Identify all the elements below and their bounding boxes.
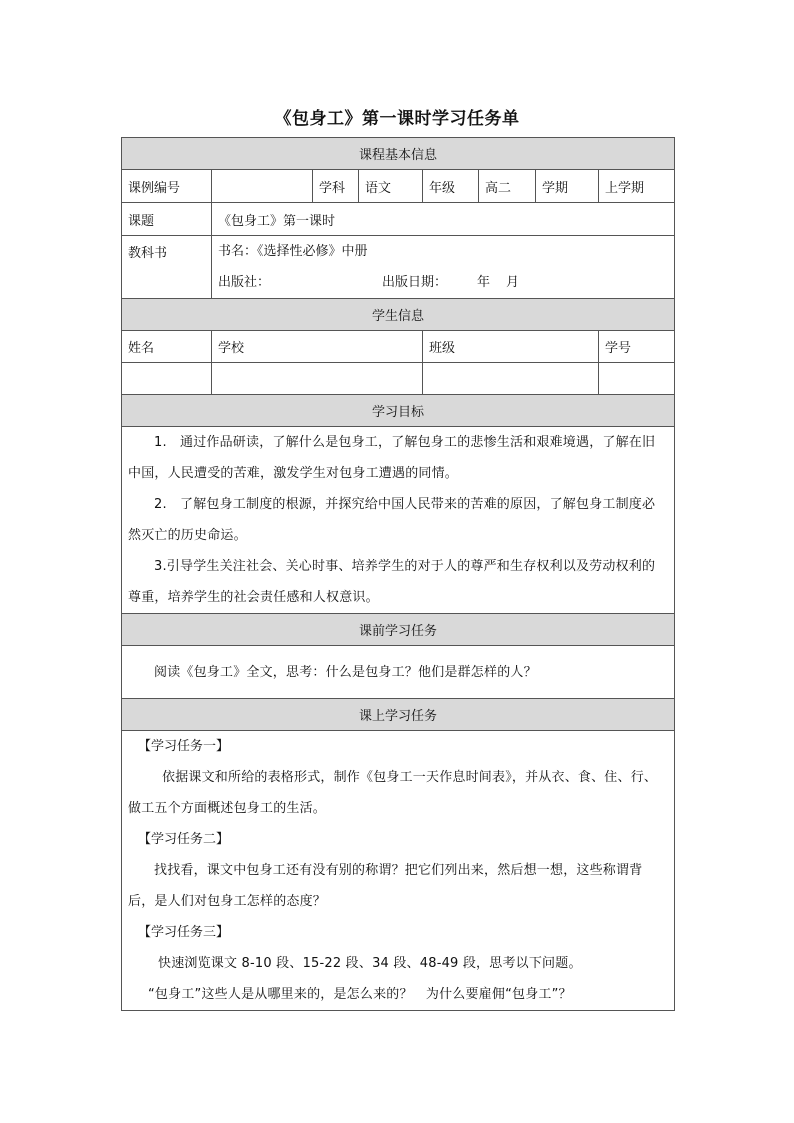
grade-label: 年级	[423, 170, 479, 203]
pub-month: 月	[506, 275, 520, 290]
term-value: 上学期	[599, 170, 675, 203]
name-field[interactable]	[122, 363, 212, 395]
term-label: 学期	[536, 170, 599, 203]
student-info-header: 学生信息	[122, 299, 675, 331]
subject-value: 语文	[359, 170, 423, 203]
page-title: 《包身工》第一课时学习任务单	[274, 109, 520, 129]
pre-class-task	[122, 646, 675, 699]
id-field[interactable]	[599, 363, 675, 395]
case-no-label: 课例编号	[122, 170, 212, 203]
task3-title: 【学习任务三】	[138, 925, 230, 940]
publisher-label: 出版社：	[218, 275, 271, 290]
grade-value: 高二	[479, 170, 536, 203]
in-class-tasks	[122, 731, 675, 1011]
pre-class-header: 课前学习任务	[122, 614, 675, 646]
task1-text: 依据课文和所给的表格形式，制作《包身工一天作息时间表》，并从衣、食、住、行、做工五个方面概述包身工的生活。	[128, 770, 658, 816]
case-no-value	[212, 170, 313, 203]
goals-list	[122, 427, 675, 614]
school-label: 学校	[212, 331, 423, 363]
textbook-label: 教科书	[122, 236, 212, 299]
task3-question: “包身工”这些人是从哪里来的，是怎么来的？ 为什么要雇佣“包身工”？	[148, 987, 572, 1002]
topic-label: 课题	[122, 203, 212, 236]
name-label: 姓名	[122, 331, 212, 363]
pre-class-text: 阅读《包身工》全文，思考：什么是包身工？他们是群怎样的人？	[154, 664, 537, 680]
textbook-details	[212, 236, 675, 299]
course-info-header: 课程基本信息	[122, 138, 675, 170]
pub-year: 年	[477, 275, 491, 290]
book-name: 书名：《选择性必修》中册	[218, 244, 368, 259]
task2-text: 找找看，课文中包身工还有没有别的称谓？把它们列出来，然后想一想，这些称谓背后，是人们对包身工怎样的态度？	[128, 863, 643, 909]
pub-date-label: 出版日期：	[382, 275, 448, 290]
goal-item-2: 2. 了解包身工制度的根源，并探究给中国人民带来的苦难的原因，了解包身工制度必然灭亡的历史命运。	[128, 497, 656, 543]
id-label: 学号	[599, 331, 675, 363]
task3-text: 快速浏览课文 8-10 段、15-22 段、34 段、48-49 段，思考以下问题。	[158, 956, 582, 971]
goal-item-3: 3.引导学生关注社会、关心时事、培养学生的对于人的尊严和生存权利以及劳动权利的尊重，培养学生的社会责任感和人权意识。	[128, 559, 656, 605]
goal-item-1: 1. 通过作品研读，了解什么是包身工，了解包身工的悲惨生活和艰难境遇，了解在旧中国，人民遭受的苦难，激发学生对包身工遭遇的同情。	[128, 435, 656, 481]
topic-value: 《包身工》第一课时	[212, 203, 675, 236]
class-label: 班级	[423, 331, 599, 363]
publisher-line	[218, 267, 668, 298]
class-field[interactable]	[423, 363, 599, 395]
task1-title: 【学习任务一】	[138, 739, 230, 754]
task-sheet-table	[121, 137, 675, 1011]
in-class-header: 课上学习任务	[122, 699, 675, 731]
goals-header: 学习目标	[122, 395, 675, 427]
task2-title: 【学习任务二】	[138, 832, 230, 847]
school-field[interactable]	[212, 363, 423, 395]
subject-label: 学科	[313, 170, 359, 203]
